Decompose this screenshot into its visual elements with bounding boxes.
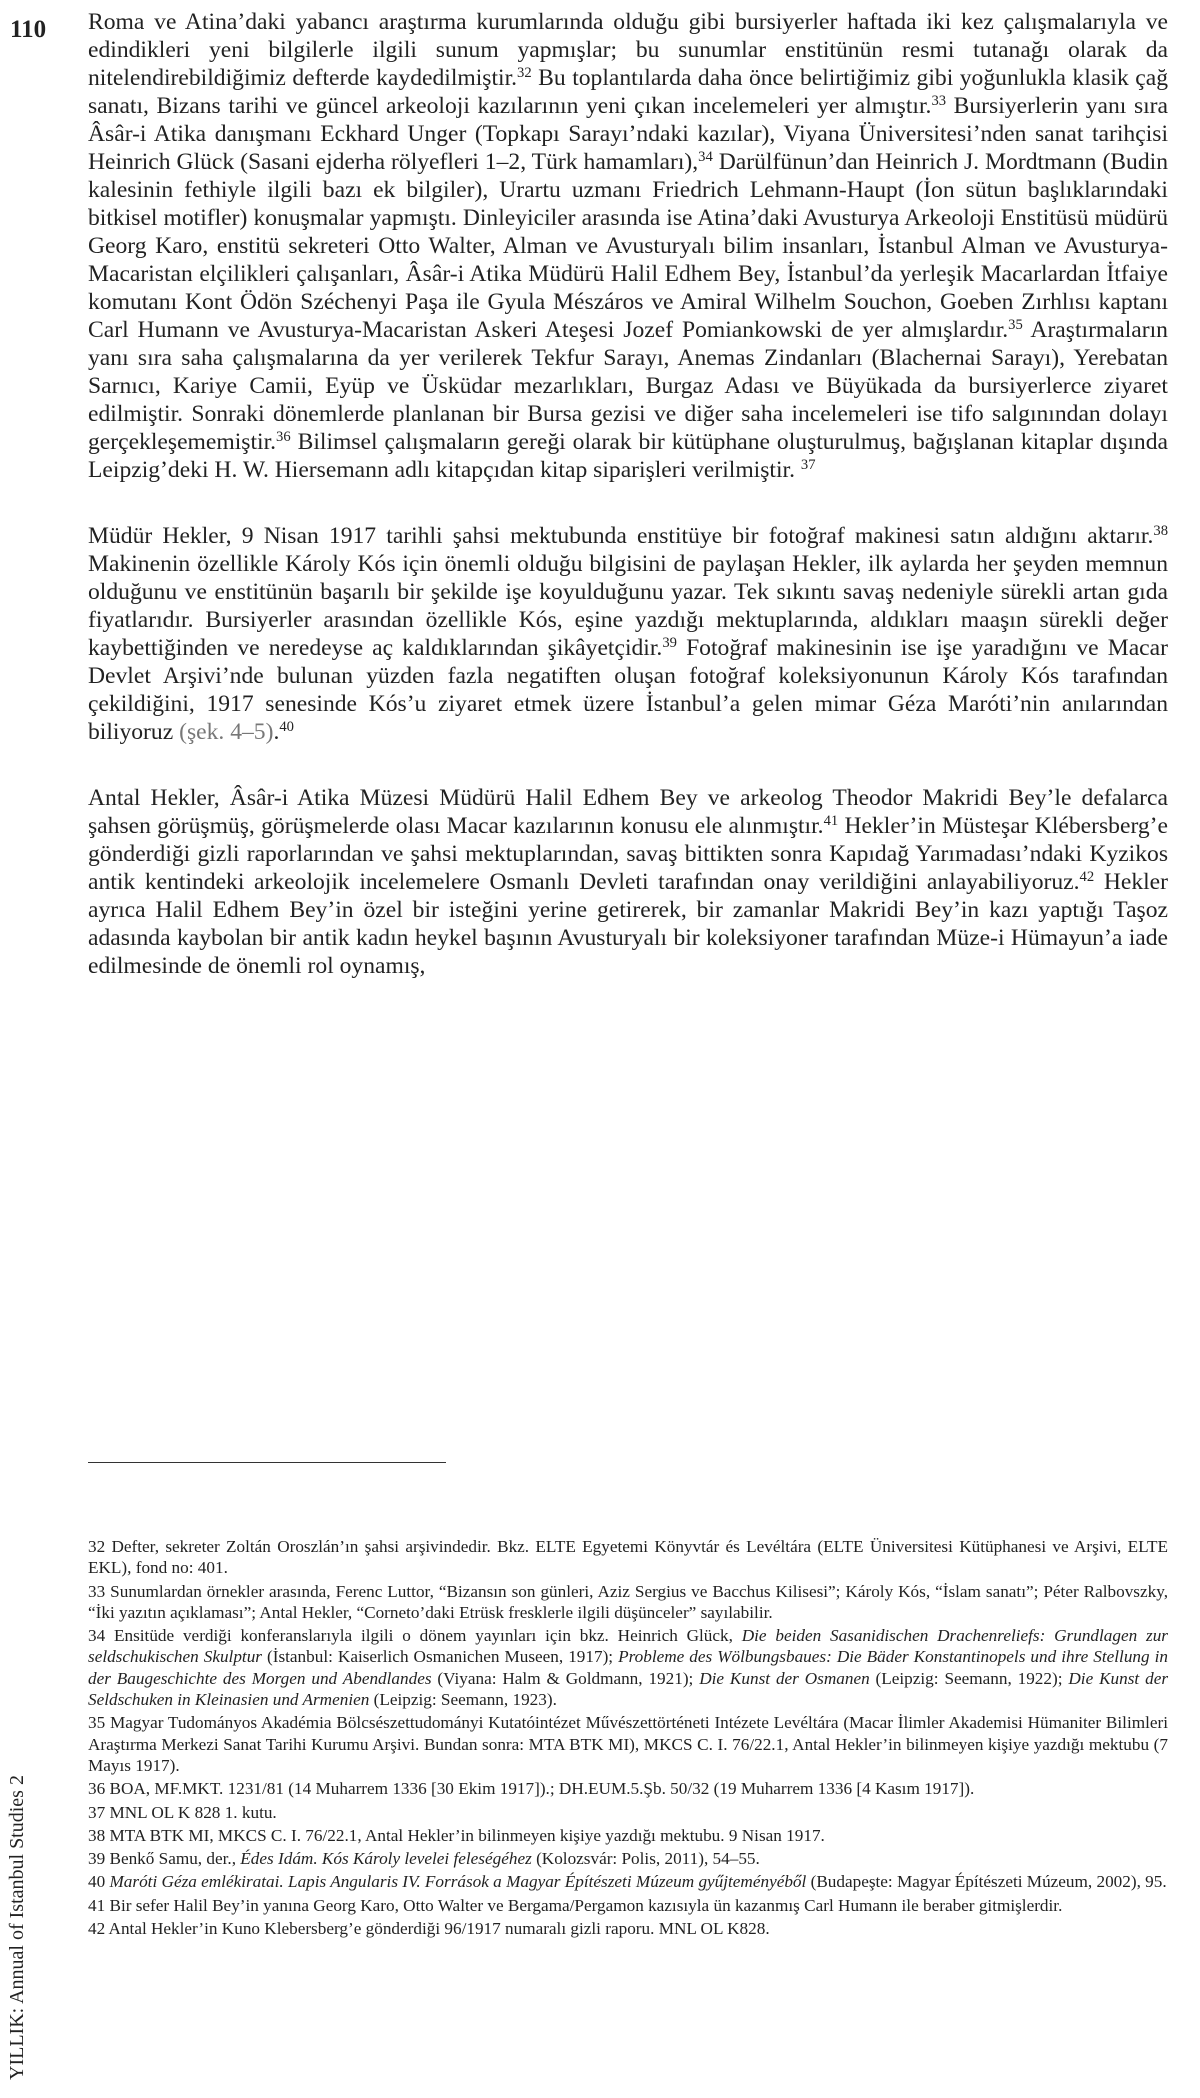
footnote-41 — [88, 1895, 1168, 1916]
text-segment: Araştırmaların yanı sıra saha çalışmalarına da yer verilerek Tekfur Sarayı, Anemas Zindanları (Blachernai Sarayı), Yerebatan Sarnıcı, Kariye Camii, Eyüp ve Üsküdar mezarlıkları, Burgaz Adası ve Büyükada da bursiyerlerce ziyaret edilmiştir. Sonraki dönemlerde planlanan bir Bursa gezisi ve diğer saha incelemeleri ise tifo salgınından dolayı gerçekleşememiştir. — [88, 317, 1168, 455]
footnote-text: 36 BOA, MF.MKT. 1231/81 (14 Muharrem 1336 [30 Ekim 1917]).; DH.EUM.5.Şb. 50/32 (19 Muharrem 1336 [4 Kasım 1917]). — [88, 1779, 975, 1799]
footnote-title: Die Kunst der Osmanen — [699, 1668, 870, 1688]
text-segment: Fotoğraf makinesinin ise işe yaradığını ve Macar Devlet Arşivi’nde bulunan yüzden fazla negatiften oluşan fotoğraf koleksiyonunun Károly Kós tarafından çekildiğini, 1917 senesinde Kós’u ziyaret etmek üzere İstanbul’a gelen mimar Géza Maróti’nin anılarından biliyoruz — [88, 635, 1168, 745]
text-segment: Hekler’in Müsteşar Klébersberg’e gönderdiği gizli raporlarından ve şahsi mektuplarından, savaş bittikten sonra Kapıdağ Yarımadası’ndaki Kyzikos antik kentindeki arkeolojik incelemelere Osmanlı Devleti tarafından onay verildiğini anlayabiliyoruz. — [88, 813, 1169, 895]
footnote-title: Maróti Géza emlékiratai. Lapis Angularis IV. Források a Magyar Építészeti Múzeum gyűjteményéből — [109, 1872, 807, 1892]
text-segment: Bursiyerlerin yanı sıra Âsâr-i Atika danışmanı Eckhard Unger (Topkapı Sarayı’ndaki kazılar), Viyana Üniversitesi’nden sanat tarihçisi Heinrich Glück (Sasani ejderha rölyefleri 1–2, Türk hamamları), — [88, 93, 1169, 175]
paragraph-3 — [88, 784, 1168, 980]
text-segment: . — [273, 719, 280, 745]
footnote-text: 34 Ensitüde verdiği konferanslarıyla ilgili o dönem yayınları için bkz. Heinrich Glück, — [88, 1626, 742, 1646]
footnote-title: Die beiden Sasanidischen Drachenreliefs: Grundlagen zur seldschukischen Skulptur — [88, 1626, 1168, 1667]
footnote-ref: 38 — [1153, 522, 1168, 539]
footnote-text: (Budapeşte: Magyar Építészeti Múzeum, 2002), 95. — [806, 1872, 1167, 1892]
footnote-36 — [88, 1778, 1168, 1799]
footnote-ref: 40 — [279, 718, 294, 735]
footnote-text: 40 — [88, 1872, 110, 1892]
paragraph-2 — [88, 522, 1168, 746]
text-segment: Antal Hekler, Âsâr-i Atika Müzesi Müdürü Halil Edhem Bey ve arkeolog Theodor Makridi Bey’le defalarca şahsen görüşmüş, görüşmelerde olası Macar kazılarının konusu ele alınmıştır. — [88, 785, 1168, 839]
footnote-text: 39 Benkő Samu, der., — [88, 1849, 241, 1869]
footnote-ref: 35 — [1008, 316, 1023, 333]
figure-reference[interactable]: (şek. 4–5) — [179, 719, 274, 745]
footnote-text: 38 MTA BTK MI, MKCS C. I. 76/22.1, Antal Hekler’in bilinmeyen kişiye yazdığı mektubu. 9 Nisan 1917. — [88, 1825, 825, 1845]
footnote-text: (Kolozsvár: Polis, 2011), 54–55. — [531, 1849, 760, 1869]
footnote-ref: 42 — [1079, 868, 1095, 885]
footnote-ref: 41 — [823, 812, 839, 829]
text-segment: Müdür Hekler, 9 Nisan 1917 tarihli şahsi mektubunda enstitüye bir fotoğraf makinesi satın aldığını aktarır. — [88, 523, 1154, 549]
footnote-32 — [88, 1536, 1168, 1579]
footnote-38 — [88, 1825, 1168, 1846]
text-segment: Darülfünun’dan Heinrich J. Mordtmann (Budin kalesinin fethiyle ilgili bazı ek bilgiler), Urartu uzmanı Friedrich Lehmann-Haupt (İon sütun başlıklarındaki bitkisel motifler) konuşmalar yapmıştı. Dinleyiciler arasında ise Atina’daki Avusturya Arkeoloji Enstitüsü müdürü Georg Karo, enstitü sekreteri Otto Walter, Alman ve Avusturyalı bilim insanları, İstanbul Alman ve Avusturya-Macaristan elçilikleri çalışanları, Âsâr-i Atika Müdürü Halil Edhem Bey, İstanbul’da yerleşik Macarlardan İtfaiye komutanı Kont Ödön Széchenyi Paşa ile Gyula Mészáros ve Amiral Wilhelm Souchon, Goeben Zırhlısı kaptanı Carl Humann ve Avusturya-Macaristan Askeri Ateşesi Jozef Pomiankowski de yer almışlardır. — [88, 149, 1168, 343]
footnote-text: 42 Antal Hekler’in Kuno Klebersberg’e gönderdiği 96/1917 numaralı gizli raporu. MNL OL K828. — [88, 1919, 770, 1939]
text-segment: Bu toplantılarda daha önce belirtiğimiz gibi yoğunlukla klasik çağ sanatı, Bizans tarihi ve güncel arkeoloji kazılarının yeni çıkan incelemeleri yer almıştır. — [88, 65, 1168, 119]
footnote-title: Édes Idám. Kós Károly levelei feleségéhez — [240, 1849, 532, 1869]
footnotes — [88, 1536, 1168, 1941]
footnote-39 — [88, 1848, 1168, 1869]
footnote-ref: 37 — [800, 456, 816, 473]
main-text — [88, 8, 1168, 1018]
footnote-text: (Leipzig: Seemann, 1923). — [369, 1690, 557, 1710]
page-number: 110 — [10, 16, 47, 43]
footnote-divider — [88, 1462, 446, 1463]
footnote-text: 41 Bir sefer Halil Bey’in yanına Georg Karo, Otto Walter ve Bergama/Pergamon kazısıyla ün kazanmış Carl Humann ile beraber gitmişlerdir. — [88, 1895, 1063, 1915]
footnote-text: 33 Sunumlardan örnekler arasında, Ferenc Luttor, “Bizansın son günleri, Aziz Sergius ve Bacchus Kilisesi”; Károly Kós, “İslam sanatı”; Péter Ralbovszky, “İki yazıtın açıklaması”; Antal Hekler, “Corneto’daki Etrüsk fresklerle ilgili düşünceler” sayılabilir. — [88, 1581, 1168, 1622]
footnote-42 — [88, 1918, 1168, 1939]
footnote-ref: 36 — [276, 428, 291, 445]
footnote-35 — [88, 1712, 1168, 1776]
text-segment: Hekler ayrıca Halil Edhem Bey’in özel bir isteğini yerine getirerek, bir zamanlar Makridi Bey’in kazı yaptığı Taşoz adasında kaybolan bir antik kadın heykel başının Avusturyalı bir koleksiyoner tarafından Müze-i Hümayun’a iade edilmesinde de önemli rol oynamış, — [88, 869, 1169, 979]
footnote-text: 35 Magyar Tudományos Akadémia Bölcsészettudományi Kutatóintézet Művészettörténeti Intézete Levéltára (Macar İlimler Akademisi Hümaniter Bilimleri Araştırma Merkezi Sanat Tarihi Kurumu Arşivi. Bundan sonra: MTA BTK MI), MKCS C. I. 76/22.1, Antal Hekler’in bilinmeyen kişiye yazdığı mektubu (7 Mayıs 1917). — [88, 1713, 1168, 1775]
footnote-text: (İstanbul: Kaiserlich Osmanichen Museen, 1917); — [262, 1647, 619, 1667]
footnote-title: Probleme des Wölbungsbaues: Die Bäder Konstantinopels und ihre Stellung in der Baugeschichte des Morgen und Abendlandes — [88, 1647, 1168, 1688]
footnote-37 — [88, 1802, 1168, 1823]
footnote-text: (Leipzig: Seemann, 1922); — [869, 1668, 1069, 1688]
footnote-title: Die Kunst der Seldschuken in Kleinasien und Armenien — [88, 1668, 1169, 1710]
paragraph-1 — [88, 8, 1168, 484]
text-segment: Bilimsel çalışmaların gereği olarak bir kütüphane oluşturulmuş, bağışlanan kitaplar dışında Leipzig’deki H. W. Hiersemann adlı kitapçıdan kitap siparişleri verilmiştir. — [88, 429, 1168, 483]
footnote-text: 37 MNL OL K 828 1. kutu. — [88, 1802, 277, 1822]
footnote-text: (Viyana: Halm & Goldmann, 1921); — [431, 1668, 700, 1688]
footnote-34 — [88, 1625, 1168, 1710]
footnote-ref: 32 — [517, 64, 532, 81]
footnote-33 — [88, 1581, 1168, 1624]
footnote-ref: 34 — [698, 148, 713, 165]
footnote-text: 32 Defter, sekreter Zoltán Oroszlán’ın şahsi arşivindedir. Bkz. ELTE Egyetemi Könyvtár és Levéltára (ELTE Üniversitesi Kütüphanesi ve Arşivi, ELTE EKL), fond no: 401. — [88, 1537, 1168, 1578]
footnote-40 — [88, 1871, 1168, 1892]
footnote-ref: 33 — [931, 92, 947, 109]
footnote-ref: 39 — [662, 634, 677, 651]
running-title: YILLIK: Annual of Istanbul Studies 2 — [6, 1775, 28, 2080]
text-segment: Makinenin özellikle Károly Kós için önemli olduğu bilgisini de paylaşan Hekler, ilk aylarda her şeyden memnun olduğunu ve enstitünün başarılı bir şekilde işe koyulduğunu yazar. Tek sıkıntı savaş nedeniyle sürekli artan gıda fiyatlarıdır. Bursiyerler arasından özellikle Kós, eşine yazdığı mektuplarında, aldıkları maaşın sürekli değer kaybettiğinden ve neredeyse aç kaldıklarından şikâyetçidir. — [88, 551, 1168, 661]
text-segment: Roma ve Atina’daki yabancı araştırma kurumlarında olduğu gibi bursiyerler haftada iki kez çalışmalarıyla ve edindikleri yeni bilgilerle ilgili sunum yapmışlar; bu sunumlar enstitünün resmi tutanağı olarak da nitelendirebildiğimiz defterde kaydedilmiştir. — [88, 9, 1168, 91]
